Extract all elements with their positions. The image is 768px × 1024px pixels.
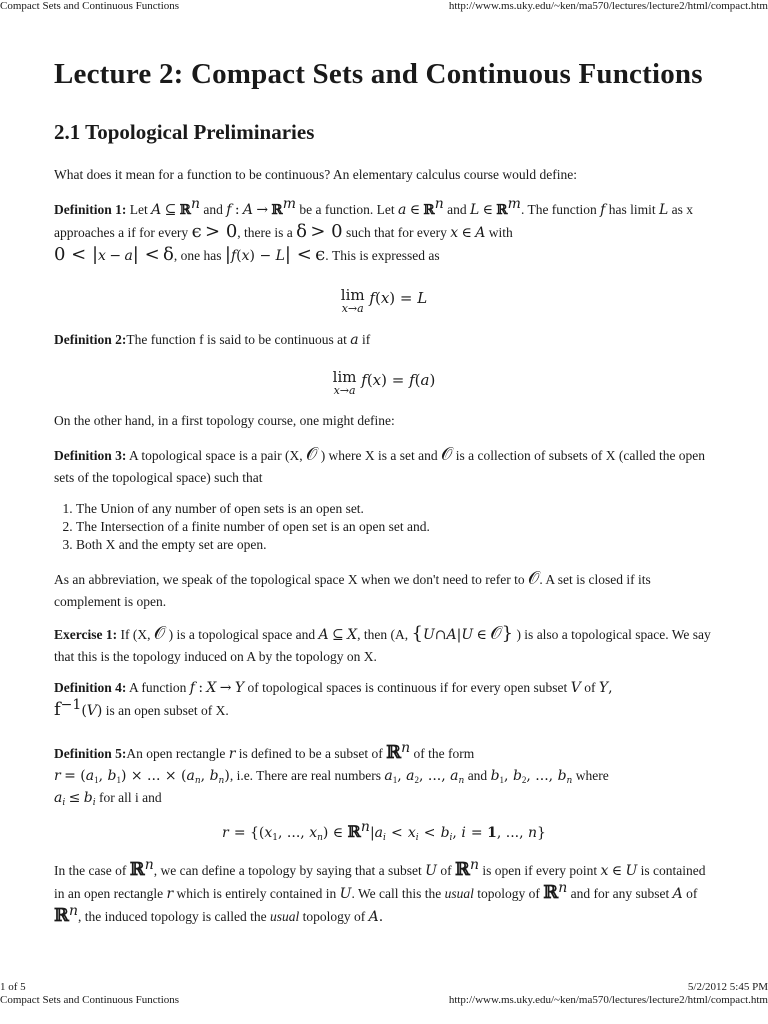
def2-text-2: if <box>361 332 371 347</box>
print-footer-url[interactable]: http://www.ms.uky.edu/~ken/ma570/lectures/lecture2/html/compact.htm <box>448 994 768 1006</box>
def1-text-2: and <box>203 202 223 217</box>
def5-text-3: of the form <box>413 746 475 761</box>
ex1-text-1: If (X, <box>120 627 151 642</box>
usual-text-5: is contained in an open rectangle <box>54 863 706 901</box>
definition-4: Definition 4: A function f : X → Y of topological spaces is continuous if for every open subset V of Y, $f^{-1}(V)$ is an open subset of X. <box>54 680 613 720</box>
usual-text-1: In the case of <box>54 863 127 878</box>
ex1-text-2: ) is a topological space and <box>168 627 316 642</box>
definition-3: Definition 3: A topological space is a pair (X, 𝒪 ) where X is a set and 𝒪 is a collection of subsets of X (called the open sets of the topological space) such that <box>54 444 706 485</box>
limit-equation-1: lim x→a f(x) = L <box>340 286 428 315</box>
usual-text-9: topology of <box>477 886 540 901</box>
def1-text-5: . The function <box>520 202 597 217</box>
abbrev-text-1: As an abbreviation, we speak of the topological space X when we don't need to refer to <box>54 572 525 587</box>
usual-text-14: topology of <box>302 909 366 924</box>
def3-text-3: is a collection of subsets of X (called the open sets of the topological space) such that <box>54 448 706 485</box>
def5-text-1: An open rectangle <box>126 746 226 761</box>
def4-text-2: of topological spaces is continuous if for every open subset <box>247 680 568 695</box>
definition-5: Definition 5:An open rectangle r is defined to be a subset of ℝ$^n$ of the form $r = (a_1$, $b_1$) × ... × ($a_n$, $b_n$), i.e. There are real numbers $a_1$, $a_2$, ..., $a_n$ and $b_1$, $b_2$, ..., $b_n$ where $a_i \le b_i$ for all i and <box>54 740 609 808</box>
usual-text-3: of <box>440 863 452 878</box>
intro-paragraph: What does it mean for a function to be continuous? An elementary calculus course would define: <box>54 167 577 182</box>
ex1-text-3: , then (A, <box>357 627 409 642</box>
def1-text-12: . This is expressed as <box>325 248 440 263</box>
usual-text-11: of <box>686 886 698 901</box>
axioms-list <box>54 500 714 554</box>
definition-1: Definition 1: Let A ⊆ ℝ$^n$ and f : A → ℝ$^m$ be a function. Let a ∈ ℝ$^n$ and L ∈ ℝ$^m$. The function f has limit L as x approaches a if for every ϵ > 0, there is a δ > 0 such that for every x ∈ A with 0 < |x − a| < δ, one has |f(x) − L| < ϵ. This is expressed as <box>54 196 694 265</box>
def1-text-6: has limit <box>608 202 656 217</box>
lecture-title: Lecture 2: Compact Sets and Continuous Functions <box>54 58 703 90</box>
def1-text-7: as x approaches a if for every <box>54 202 694 240</box>
def3-text-1: A topological space is a pair (X, <box>129 448 303 463</box>
def5-text-2: is defined to be a subset of <box>238 746 383 761</box>
list-item: 1. The Union of any number of open sets is an open set. <box>76 500 714 518</box>
usual-topology-paragraph: In the case of ℝ$^n$, we can define a topology by saying that a subset U of ℝ$^n$ is open if every point x ∈ U is contained in an open rectangle r which is entirely contained in U. We call this the usual topology of ℝ$^n$ and for any subset A of ℝ$^n$, the induced topology is called the usual topology of A. <box>54 857 706 926</box>
def1-text-1: Let <box>129 202 148 217</box>
exercise-1: Exercise 1: If (X, 𝒪 ) is a topological space and A ⊆ X, then (A, {U∩A|U ∈ 𝒪} ) is also a topological space. We say that this is the topology induced on A by the topology on X. <box>54 623 711 664</box>
print-footer-title: Compact Sets and Continuous Functions <box>0 994 180 1006</box>
limit-equation-2: lim x→a f(x) = f(a) <box>332 368 436 397</box>
usual-text-10: and for any subset <box>570 886 670 901</box>
definition-3-label: Definition 3: <box>54 448 127 463</box>
definition-5-label: Definition 5: <box>54 746 127 761</box>
def4-text-4: is an open subset of X. <box>105 703 229 718</box>
def1-text-8: , there is a <box>237 225 293 240</box>
def3-text-2: ) where X is a set and <box>320 448 438 463</box>
def2-text: The function f is said to be continuous at <box>126 332 347 347</box>
list-item: 2. The Intersection of a finite number of open set is an open set and. <box>76 518 714 536</box>
def4-text-3: of <box>584 680 596 695</box>
usual-text-13: usual <box>269 909 300 924</box>
def5-text-6: where <box>575 768 609 783</box>
ex1-text-4: ) is also a topological space. We say that this is the topology induced on A by the topology on X. <box>54 627 711 664</box>
def1-text-10: with <box>488 225 513 240</box>
def1-text-4: and <box>447 202 467 217</box>
definition-1-label: Definition 1: <box>54 202 127 217</box>
usual-text-2: , we can define a topology by saying that a subset <box>153 863 422 878</box>
def1-text-11: , one has <box>173 248 222 263</box>
section-title: 2.1 Topological Preliminaries <box>54 120 315 144</box>
usual-text-12: , the induced topology is called the <box>78 909 267 924</box>
abbrev-text-2: . A set is closed if its complement is open. <box>54 572 651 609</box>
def5-text-5: and <box>467 768 488 783</box>
usual-text-6: which is entirely contained in <box>176 886 337 901</box>
definition-2: Definition 2:The function f is said to be continuous at a if <box>54 332 371 348</box>
usual-text-8: usual <box>444 886 474 901</box>
rectangle-equation: $r = \{(x_1$, ..., $x_n$) ∈ $ℝ^n|a_i < x_i < b_i$, i = 1, ..., n} <box>222 819 546 843</box>
definition-4-label: Definition 4: <box>54 680 127 695</box>
other-hand-paragraph: On the other hand, in a first topology course, one might define: <box>54 413 395 428</box>
usual-text-7: . We call this the <box>351 886 442 901</box>
print-header-title: Compact Sets and Continuous Functions <box>0 0 180 12</box>
def1-text-3: be a function. Let <box>299 202 395 217</box>
def1-text-9: such that for every <box>346 225 447 240</box>
def5-text-7: for all i and <box>98 790 162 805</box>
def5-text-4: , i.e. There are real numbers <box>229 768 381 783</box>
definition-2-label: Definition 2: <box>54 332 127 347</box>
def4-text-1: A function <box>129 680 187 695</box>
usual-text-4: is open if every point <box>482 863 598 878</box>
abbreviation-paragraph: As an abbreviation, we speak of the topological space X when we don't need to refer to 𝒪. A set is closed if its complement is open. <box>54 568 651 609</box>
print-header-url[interactable]: http://www.ms.uky.edu/~ken/ma570/lectures/lecture2/html/compact.htm <box>448 0 768 12</box>
exercise-1-label: Exercise 1: <box>54 627 118 642</box>
list-item: 3. Both X and the empty set are open. <box>76 536 714 554</box>
print-footer-page: 1 of 5 <box>0 981 26 993</box>
print-footer-timestamp: 5/2/2012 5:45 PM <box>687 981 768 993</box>
